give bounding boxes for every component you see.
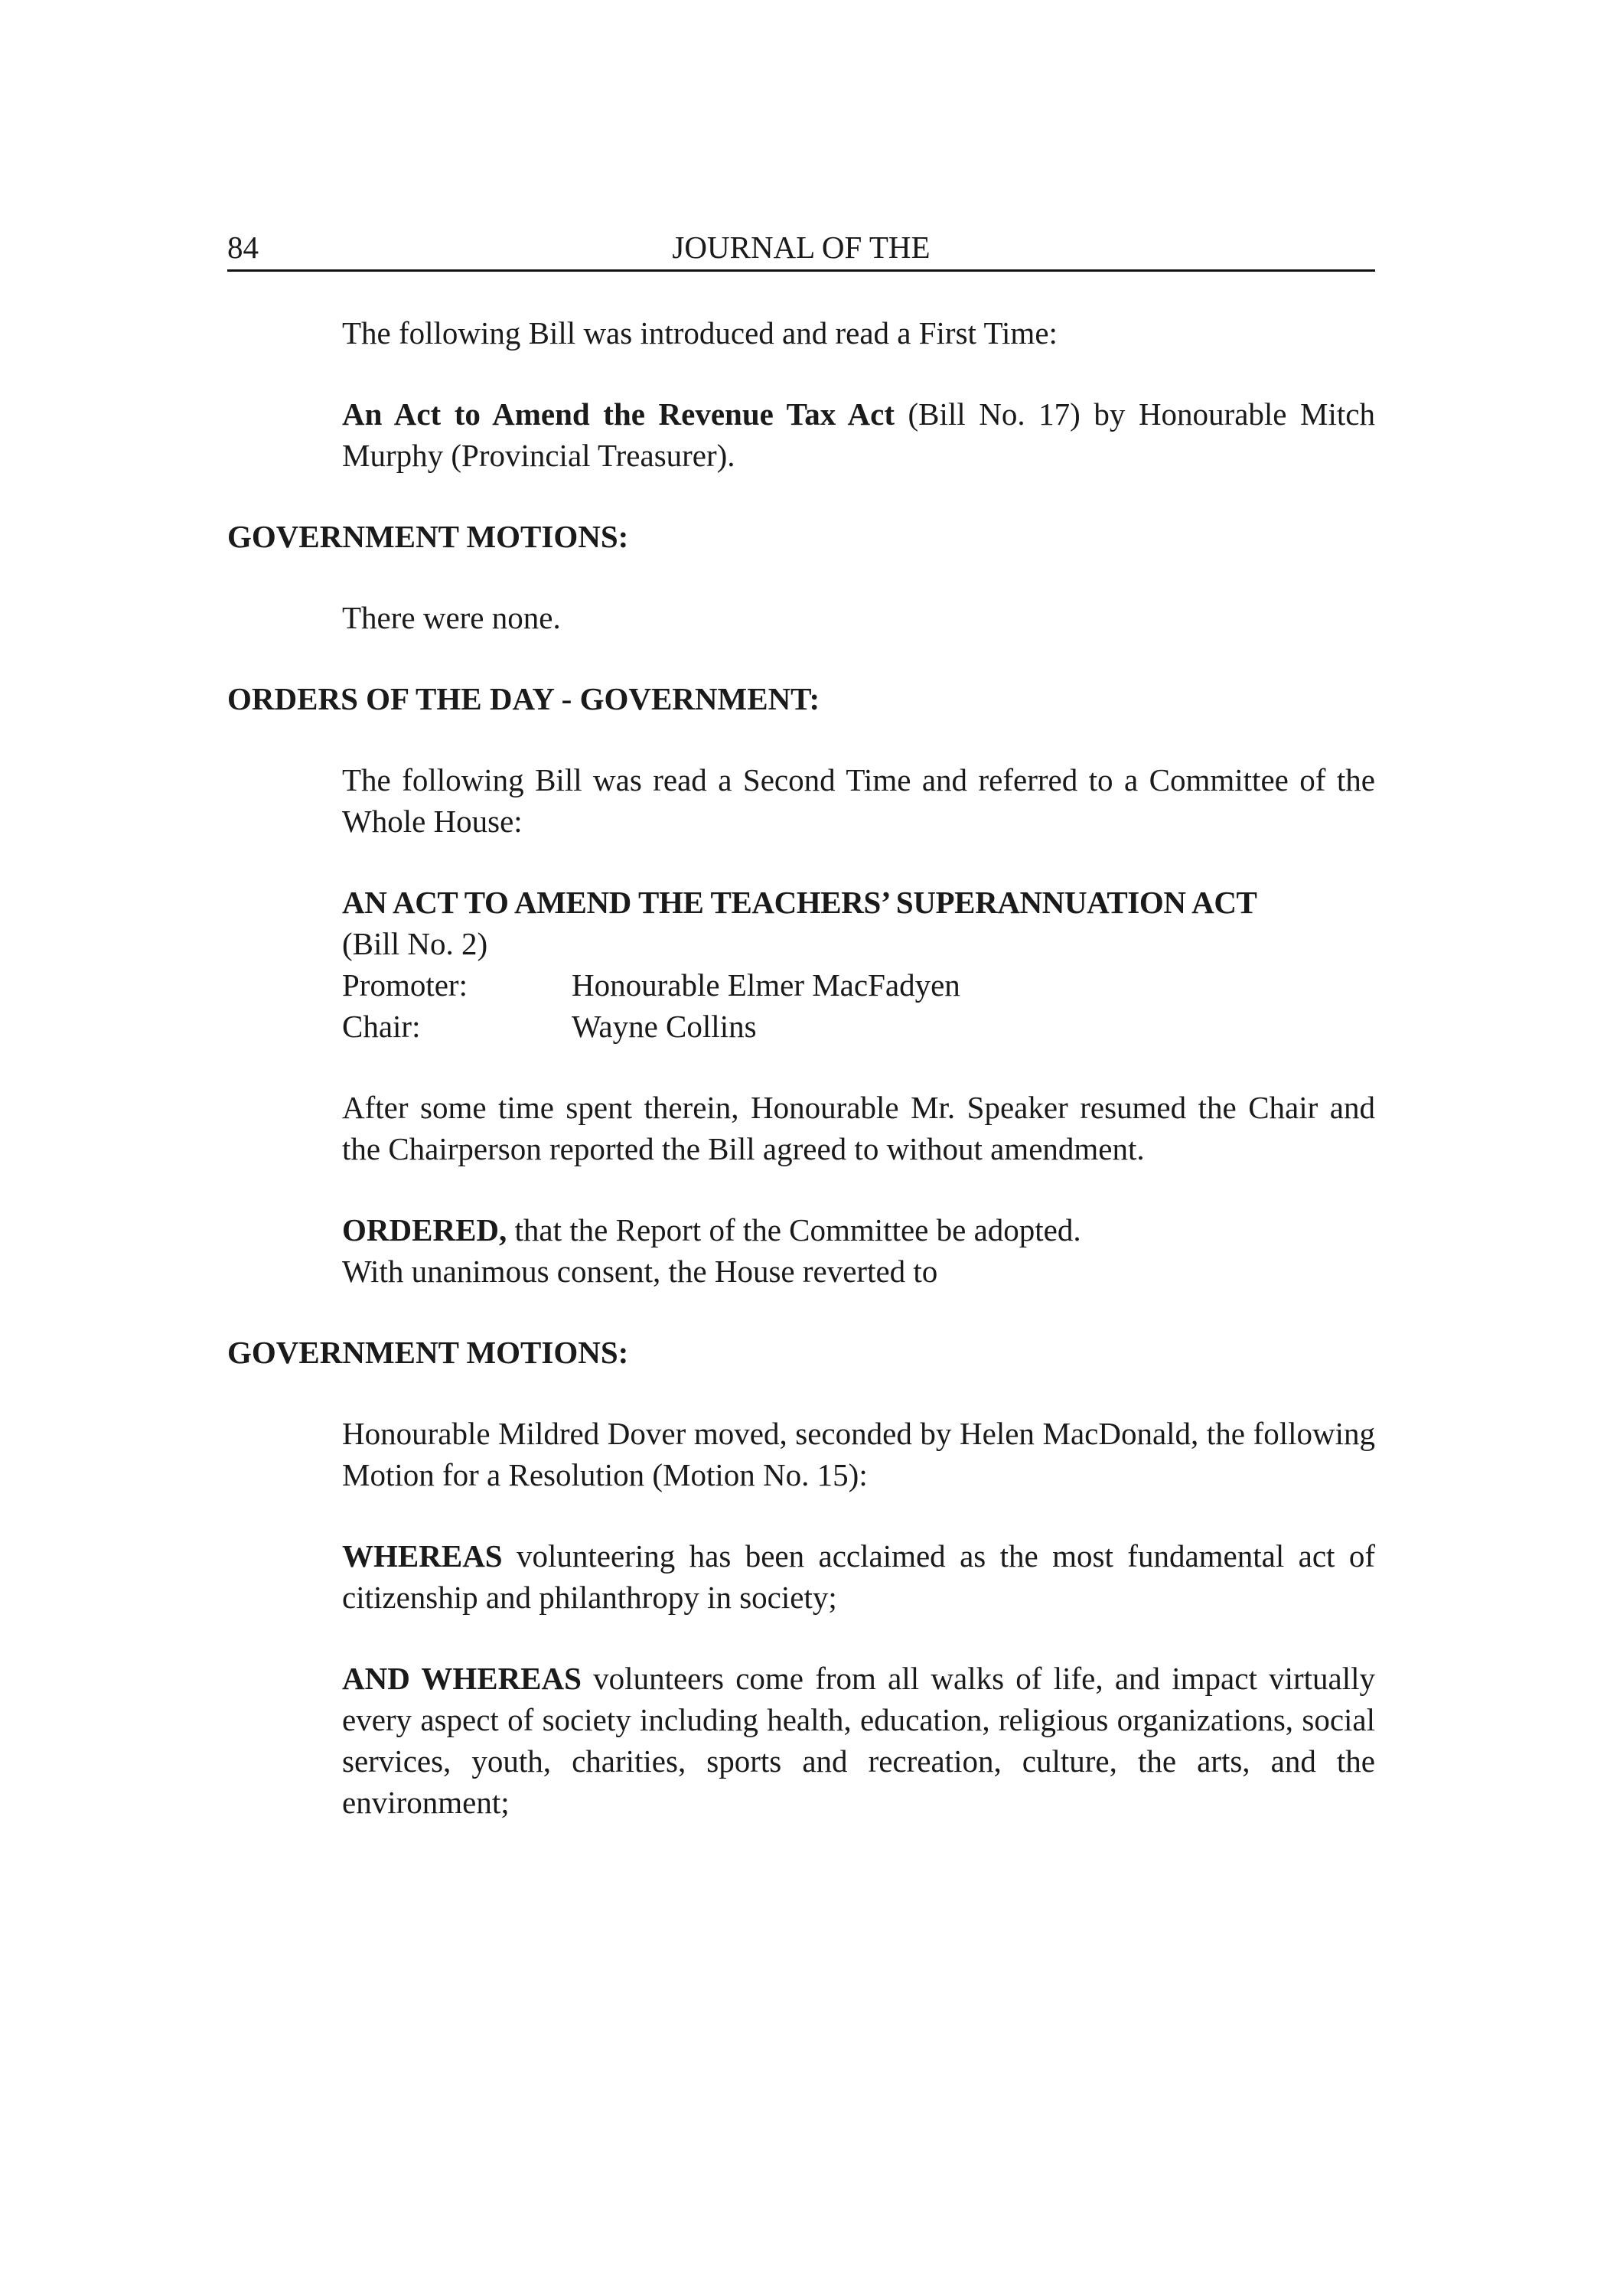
first-reading-intro: The following Bill was introduced and read a First Time: — [342, 315, 1058, 351]
running-title: JOURNAL OF THE — [672, 230, 931, 265]
section-heading-government-motions-2: GOVERNMENT MOTIONS: — [227, 1335, 629, 1370]
chair-row — [342, 1006, 1375, 1047]
and-whereas-keyword: AND WHEREAS — [342, 1661, 582, 1696]
promoter-row — [342, 964, 1375, 1006]
whereas-clause-1 — [342, 1535, 1375, 1618]
section-heading-orders-of-the-day: ORDERS OF THE DAY - GOVERNMENT: — [227, 681, 820, 716]
revenue-tax-bill-details: (Bill No. 17) by Honourable Mitch Murphy (Provincial Treasurer). — [342, 396, 1375, 473]
reverted-statement: With unanimous consent, the House reverted to — [342, 1254, 938, 1289]
journal-body — [227, 312, 1375, 1863]
teachers-superannuation-bill — [342, 882, 1375, 1047]
whereas-clause-2 — [342, 1658, 1375, 1823]
whereas-keyword: WHEREAS — [342, 1538, 503, 1574]
committee-report: After some time spent therein, Honourable Mr. Speaker resumed the Chair and the Chairperson reported the Bill agreed to without amendment. — [342, 1090, 1375, 1166]
chair-value: Wayne Collins — [572, 1009, 757, 1044]
ordered-text: that the Report of the Committee be adopted. — [507, 1212, 1081, 1247]
second-reading-intro: The following Bill was read a Second Time and referred to a Committee of the Whole House: — [342, 762, 1375, 839]
teachers-bill-number: (Bill No. 2) — [342, 926, 488, 961]
motion-intro: Honourable Mildred Dover moved, seconded by Helen MacDonald, the following Motion for a Resolution (Motion No. 15): — [342, 1416, 1375, 1492]
no-motions-text: There were none. — [342, 600, 561, 635]
ordered-keyword: ORDERED, — [342, 1212, 507, 1247]
and-whereas-text: volunteers come from all walks of life, and impact virtually every aspect of society including health, education, religious organizations, social services, youth, charities, sports and recreation, culture, the arts, and the environment; — [342, 1661, 1375, 1820]
whereas-text: volunteering has been acclaimed as the most fundamental act of citizenship and philanthropy in society; — [342, 1538, 1375, 1615]
chair-label: Chair: — [342, 1009, 421, 1044]
first-reading-bill — [342, 393, 1375, 476]
promoter-label: Promoter: — [342, 967, 468, 1003]
page-number: 84 — [227, 230, 259, 265]
page-header — [227, 230, 1375, 272]
ordered-statement — [342, 1209, 1375, 1251]
revenue-tax-bill-title: An Act to Amend the Revenue Tax Act — [342, 396, 895, 432]
teachers-bill-title: AN ACT TO AMEND THE TEACHERS’ SUPERANNUATION ACT — [342, 885, 1257, 920]
section-heading-government-motions: GOVERNMENT MOTIONS: — [227, 519, 629, 554]
promoter-value: Honourable Elmer MacFadyen — [572, 967, 960, 1003]
